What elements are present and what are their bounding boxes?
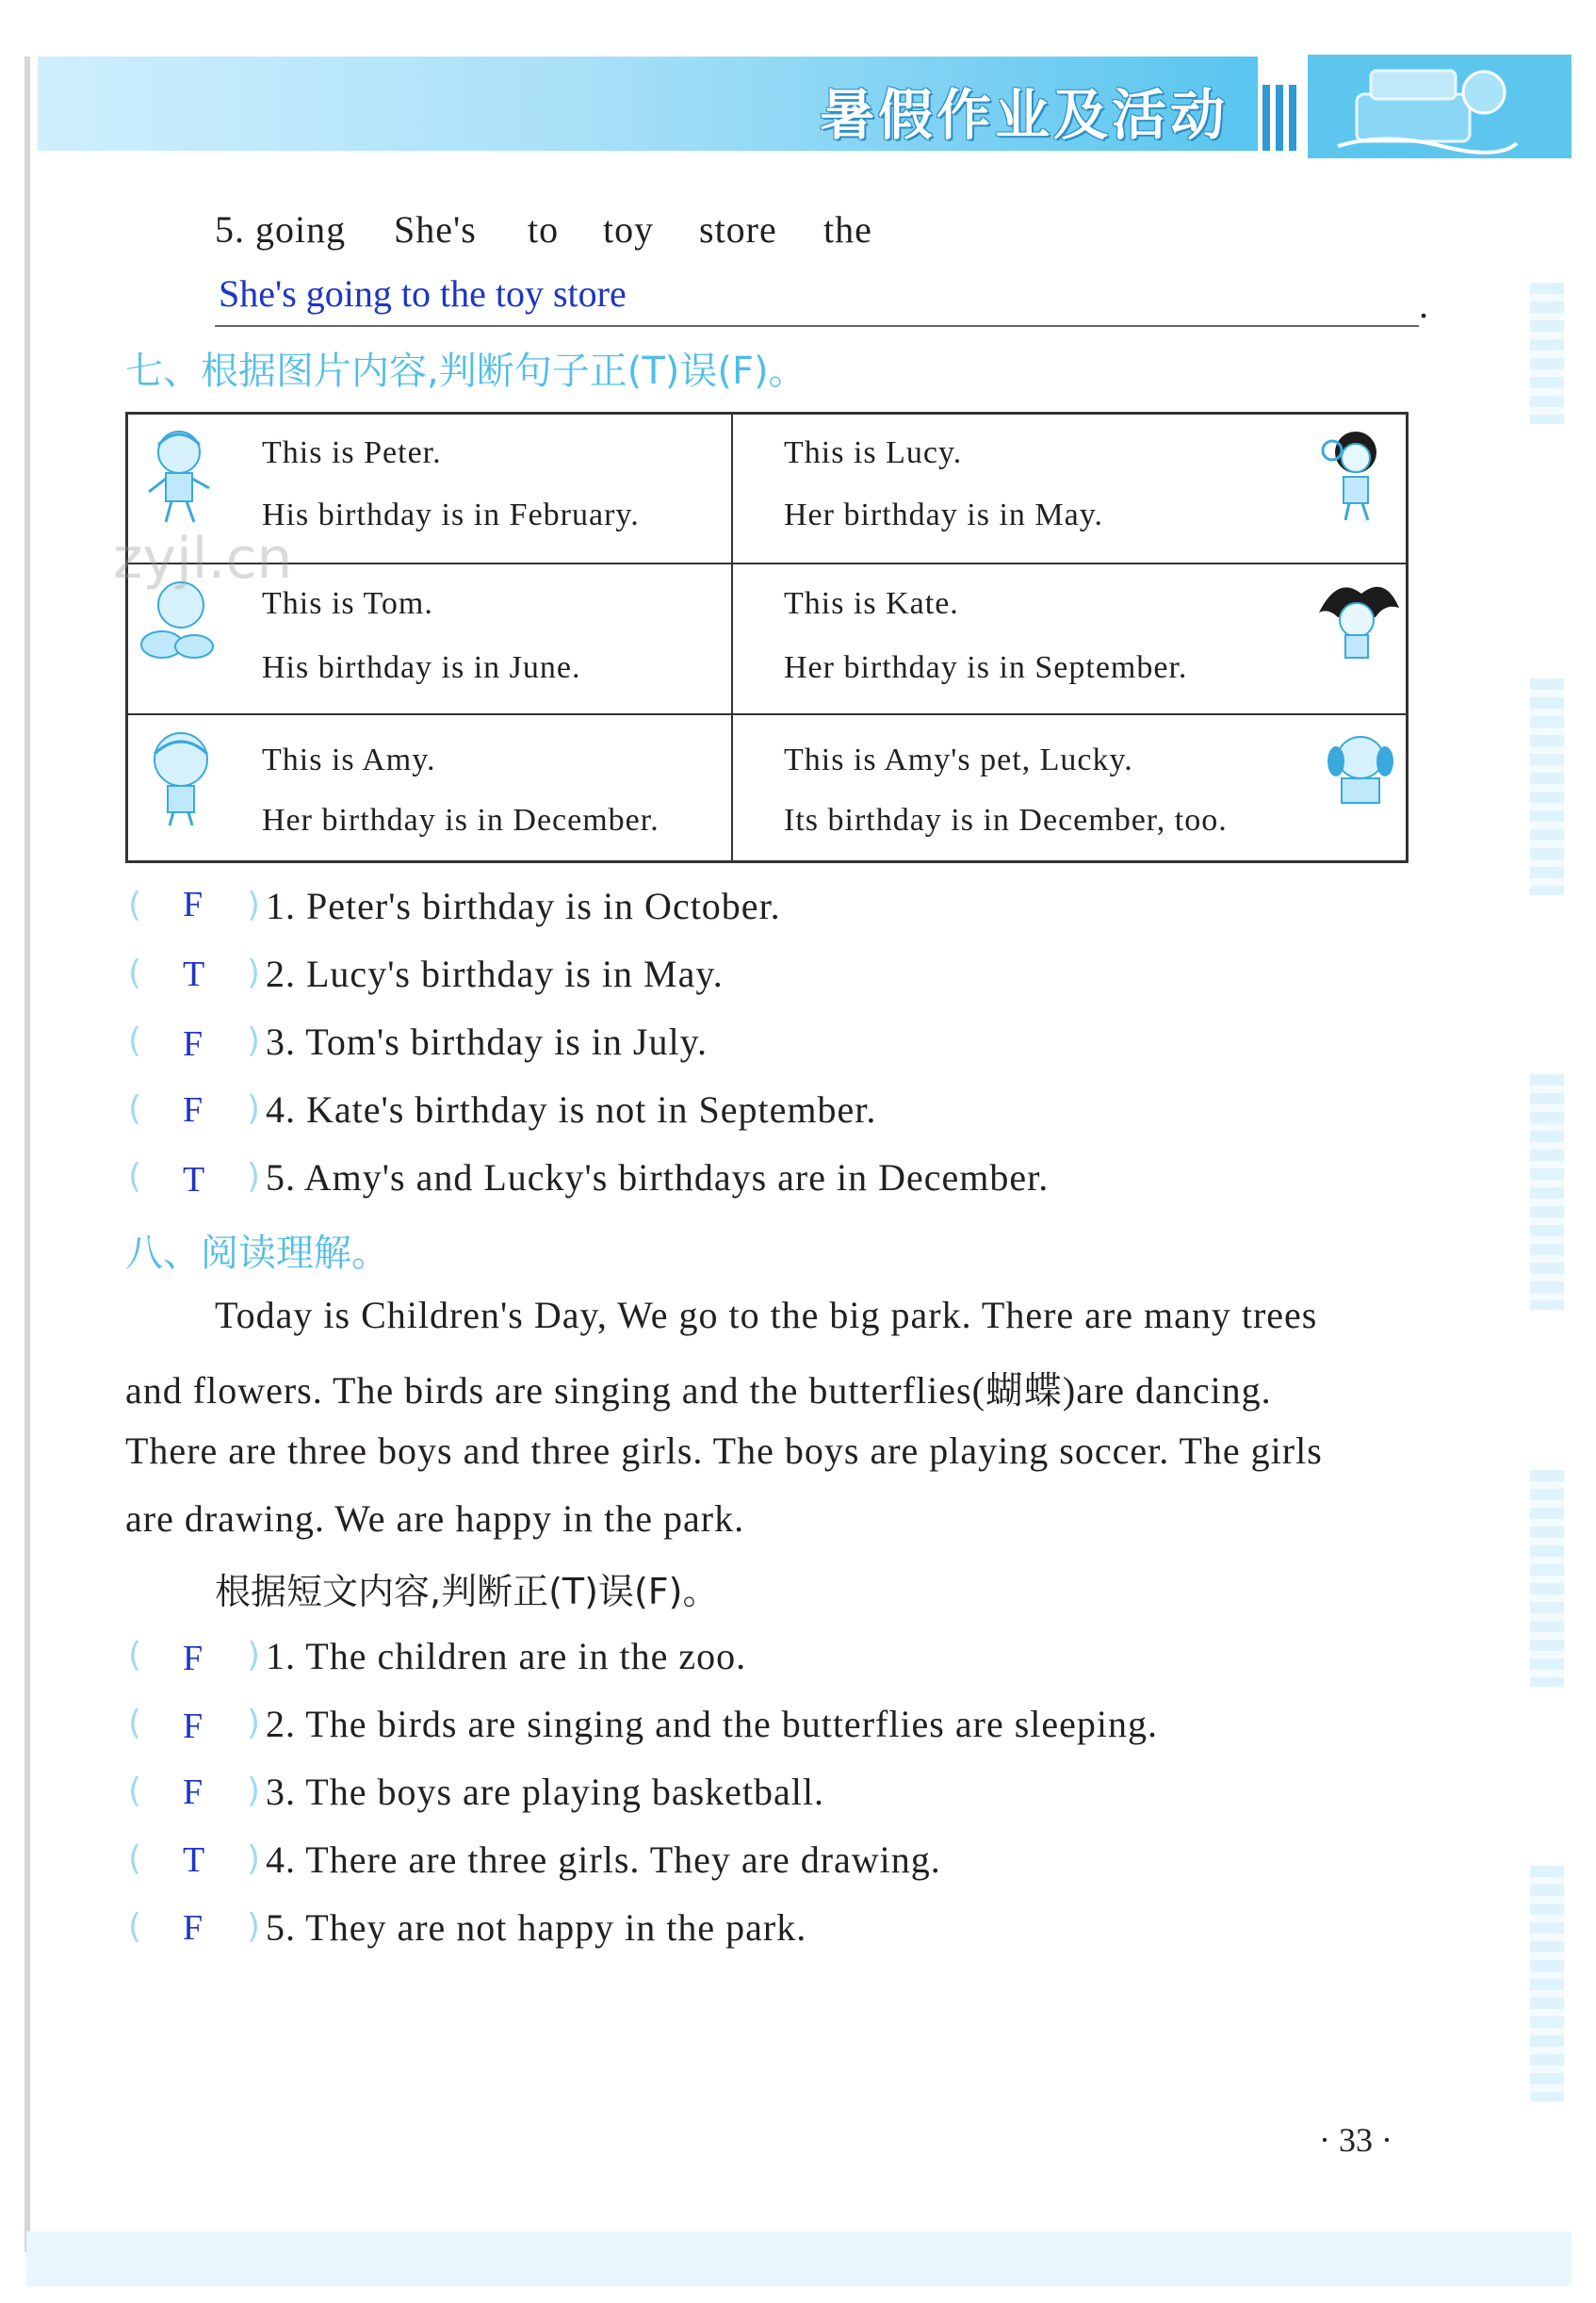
answer-mark: F: [183, 1024, 204, 1064]
item-text: 2. Lucy's birthday is in May.: [266, 953, 724, 995]
section8-instruction: 根据短文内容,判断正(T)误(F)。: [215, 1571, 719, 1612]
table-divider: [731, 415, 733, 860]
item-text: 3. Tom's birthday is in July.: [266, 1021, 708, 1063]
table-divider: [128, 713, 1406, 715]
dog-picture-icon: [1317, 727, 1398, 812]
q5-word: the: [823, 208, 872, 251]
answer-mark: T: [183, 955, 205, 994]
passage-line: and flowers. The birds are singing and the butterflies(蝴蝶)are dancing.: [125, 1369, 1272, 1412]
close-paren: ): [247, 1089, 261, 1128]
open-paren: (: [128, 1772, 142, 1810]
left-edge-rule: [24, 57, 30, 2252]
open-paren: (: [128, 1907, 142, 1946]
close-paren: ): [247, 1772, 261, 1810]
close-paren: ): [247, 1157, 261, 1196]
header-divider-bars: [1262, 85, 1300, 151]
side-decoration-strip: [1530, 678, 1564, 895]
cell-line: His birthday is in February.: [262, 498, 640, 532]
item-text: 1. The children are in the zoo.: [266, 1635, 747, 1677]
bottom-band: [26, 2231, 1572, 2286]
side-decoration-strip: [1530, 283, 1564, 424]
kate-picture-icon: [1310, 575, 1404, 664]
page-number: · 33 ·: [1319, 2121, 1392, 2159]
open-paren: (: [128, 1157, 142, 1196]
item-text: 4. Kate's birthday is not in September.: [266, 1088, 877, 1131]
q5-word: She's: [394, 208, 477, 251]
close-paren: ): [247, 1839, 261, 1878]
q5-answer: She's going to the toy store: [219, 272, 627, 315]
answer-mark: T: [183, 1160, 205, 1200]
cell-line: Her birthday is in May.: [784, 498, 1104, 532]
open-paren: (: [128, 954, 142, 992]
answer-mark: F: [183, 1639, 204, 1678]
answer-mark: F: [183, 885, 204, 924]
cell-line: Her birthday is in September.: [784, 650, 1188, 685]
cell-line: This is Lucy.: [784, 435, 963, 470]
side-decoration-strip: [1530, 1074, 1564, 1310]
cell-line: This is Amy.: [262, 743, 436, 777]
lucy-picture-icon: [1313, 422, 1398, 526]
close-paren: ): [247, 1636, 261, 1674]
cell-line: His birthday is in June.: [262, 650, 581, 685]
answer-mark: F: [183, 1908, 204, 1948]
watermark: zyjl.cn: [113, 526, 293, 592]
side-decoration-strip: [1530, 1470, 1564, 1687]
cell-line: This is Kate.: [784, 586, 959, 621]
cell-line: Its birthday is in December, too.: [784, 803, 1228, 838]
side-decoration-strip: [1530, 1866, 1564, 2101]
cell-line: This is Peter.: [262, 435, 442, 470]
item-text: 3. The boys are playing basketball.: [266, 1771, 825, 1813]
cell-line: This is Tom.: [262, 586, 433, 621]
boat-illustration-icon: [1328, 57, 1526, 155]
section7-title: 七、根据图片内容,判断句子正(T)误(F)。: [125, 350, 806, 393]
item-text: 1. Peter's birthday is in October.: [266, 885, 781, 927]
passage-line: There are three boys and three girls. The boys are playing soccer. The girls: [125, 1429, 1323, 1472]
item-text: 5. Amy's and Lucky's birthdays are in December.: [266, 1156, 1050, 1199]
close-paren: ): [247, 1021, 261, 1060]
open-paren: (: [128, 1021, 142, 1060]
answer-mark: F: [183, 1090, 204, 1130]
close-paren: ): [247, 954, 261, 992]
picture-table: [125, 412, 1409, 863]
q5-word: 5. going: [215, 208, 347, 251]
answer-mark: T: [183, 1840, 205, 1880]
q5-word: to: [528, 208, 560, 251]
q5-answer-line: [215, 325, 1419, 327]
item-text: 2. The birds are singing and the butterflies are sleeping.: [266, 1703, 1159, 1745]
table-divider: [128, 563, 1406, 564]
close-paren: ): [247, 1704, 261, 1742]
passage-line: are drawing. We are happy in the park.: [125, 1497, 745, 1540]
answer-mark: F: [183, 1707, 204, 1746]
close-paren: ): [247, 886, 261, 924]
amy-picture-icon: [141, 726, 220, 829]
header-title: 暑假作业及活动: [820, 83, 1230, 147]
item-text: 5. They are not happy in the park.: [266, 1906, 807, 1949]
open-paren: (: [128, 1089, 142, 1128]
peter-picture-icon: [141, 424, 217, 528]
open-paren: (: [128, 1636, 142, 1674]
close-paren: ): [247, 1907, 261, 1946]
q5-word: store: [699, 208, 777, 251]
cell-line: Her birthday is in December.: [262, 803, 660, 838]
open-paren: (: [128, 1704, 142, 1742]
open-paren: (: [128, 1839, 142, 1878]
q5-word: toy: [603, 208, 655, 251]
section8-title: 八、阅读理解。: [125, 1232, 389, 1275]
cell-line: This is Amy's pet, Lucky.: [784, 743, 1133, 777]
q5-period: .: [1419, 284, 1428, 326]
open-paren: (: [128, 886, 142, 924]
item-text: 4. There are three girls. They are drawing.: [266, 1838, 941, 1881]
passage-line: Today is Children's Day, We go to the big park. There are many trees: [215, 1294, 1318, 1336]
answer-mark: F: [183, 1772, 204, 1812]
